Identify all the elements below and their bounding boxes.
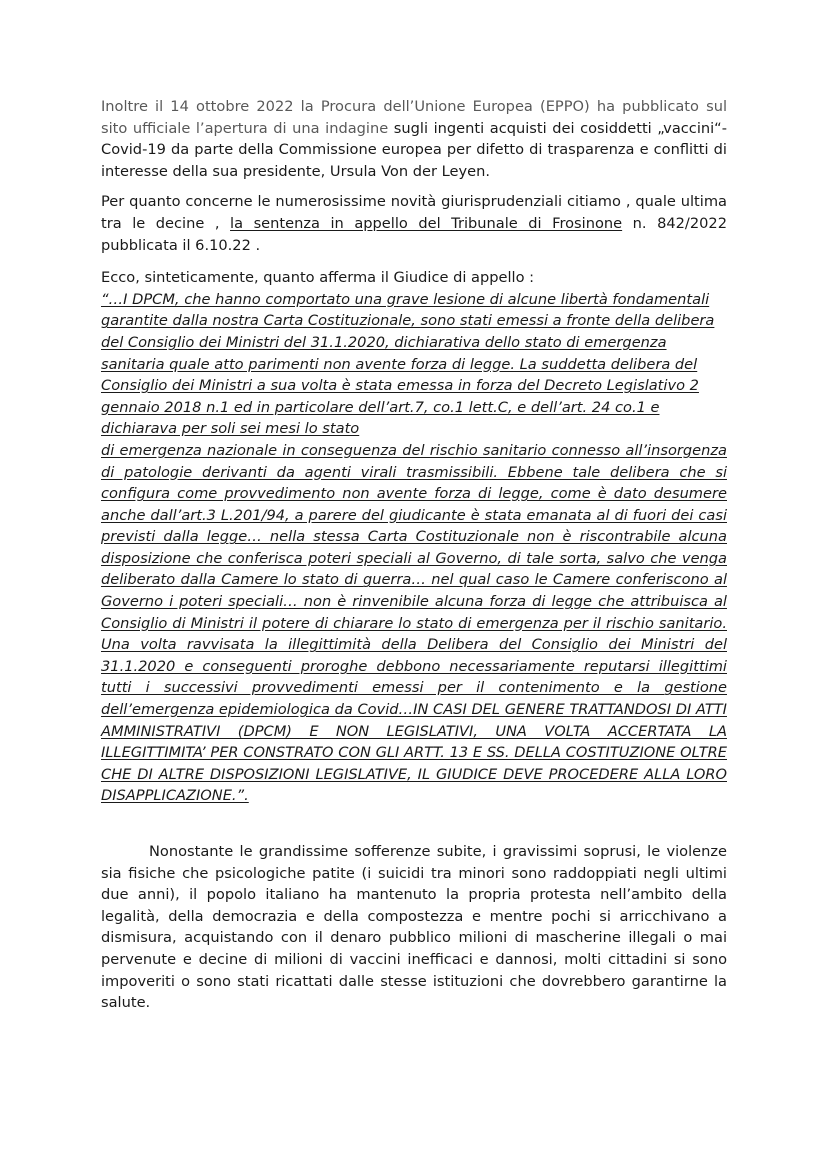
document-page (101, 96, 727, 1014)
ruling-number-text: n. 842/2022 pubblicata il 6.10.22 . (101, 214, 727, 254)
paragraph-jurisprudence (101, 191, 727, 256)
quote-intro: Ecco, sinteticamente, quanto afferma il Giudice di appello : (101, 269, 535, 287)
paragraph-protest: Nonostante le grandissime sofferenze subite, i gravissimi soprusi, le violenze sia fisiche che psicologiche patite (i suicidi tra minori sono raddoppiati negli ultimi due anni), il popolo italiano ha mantenuto la propria protesta nell’ambito della legalità, della democrazia e della compostezza e mentre pochi si arricchivano a dismisura, acquistando con il denaro pubblico milioni di mascherine illegali o mai pervenute e decine di milioni di vaccini inefficaci e dannosi, molti cittadini si sono impoveriti o sono stati ricattati dalle stesse istituzioni che dovrebbero garantirne la salute. (101, 843, 727, 1012)
eppo-intro-text: Inoltre il 14 ottobre 2022 la Procura dell’Unione Europea (EPPO) ha pubblicato sul sito ufficiale l’apertura di una indagine (101, 98, 727, 137)
frosinone-ruling-link[interactable]: la sentenza in appello del Tribunale di Frosinone (230, 214, 623, 232)
paragraph-eppo-investigation (101, 96, 727, 182)
eppo-detail-text: sugli ingenti acquisti dei cosiddetti „vaccini“-Covid-19 da parte della Commissione europea per difetto di trasparenza e conflitti di interesse della sua presidente, Ursula Von der Leyen. (101, 119, 727, 180)
jurisprudence-text: Per quanto concerne le numerosissime novità giurisprudenziali citiamo , quale ultima tra le decine , (101, 193, 727, 232)
quote-text-part-1: “…I DPCM, che hanno comportato una grave lesione di alcune libertà fondamentali garantite dalla nostra Carta Costituzionale, sono stati emessi a fronte della delibera del Consiglio dei Ministri del 31.1.2020, dichiarativa dello stato di emergenza sanitaria quale atto parimenti non avente forza di legge. La suddetta delibera del Consiglio dei Ministri a sua volta è stata emessa in forza del Decreto Legislativo 2 gennaio 2018 n.1 ed in particolare dell’art.7, co.1 lett.C, e dell’art. 24 co.1 e dichiarava per soli sei mesi lo stato (101, 290, 715, 438)
quote-text-part-2: di emergenza nazionale in conseguenza del rischio sanitario connesso all’insorgenza di patologie derivanti da agenti virali trasmissibili. Ebbene tale delibera che si configura come provvedimento non avente forza di legge, come è dato desumere anche dall’art.3 L.201/94, a parere del giudicante è stata emanata al di fuori dei casi previsti dalla legge… nella stessa Carta Costituzionale non è riscontrabile alcuna disposizione che conferisca poteri speciali al Governo, di tale sorta, salvo che venga deliberato dalla Camere lo stato di guerra… nel qual caso le Camere conferiscono al Governo i poteri speciali… non è rinvenibile alcuna forza di legge che attribuisca al Consiglio di Ministri il potere di chiarare lo stato di emergenza per il rischio sanitario. Una volta ravvisata la illegittimità della Delibera del Consiglio dei Ministri del 31.1.2020 e conseguenti proroghe debbono necessariamente reputarsi illegittimi tutti i successivi provvedimenti emessi per il contenimento e la gestione dell’emergenza epidemiologica da Covid…IN CASI DEL GENERE TRATTANDOSI DI ATTI AMMINISTRATIVI (DPCM) E NON LEGISLATIVI, UNA VOLTA ACCERTATA LA ILLEGITTIMITA’ PER CONSTRATO CON GLI ARTT. 13 E SS. DELLA COSTITUZIONE OLTRE CHE DI ALTRE DISPOSIZIONI LEGISLATIVE, IL GIUDICE DEVE PROCEDERE ALLA LORO DISAPPLICAZIONE.”. (101, 441, 727, 805)
paragraph-judge-quote (101, 267, 727, 807)
